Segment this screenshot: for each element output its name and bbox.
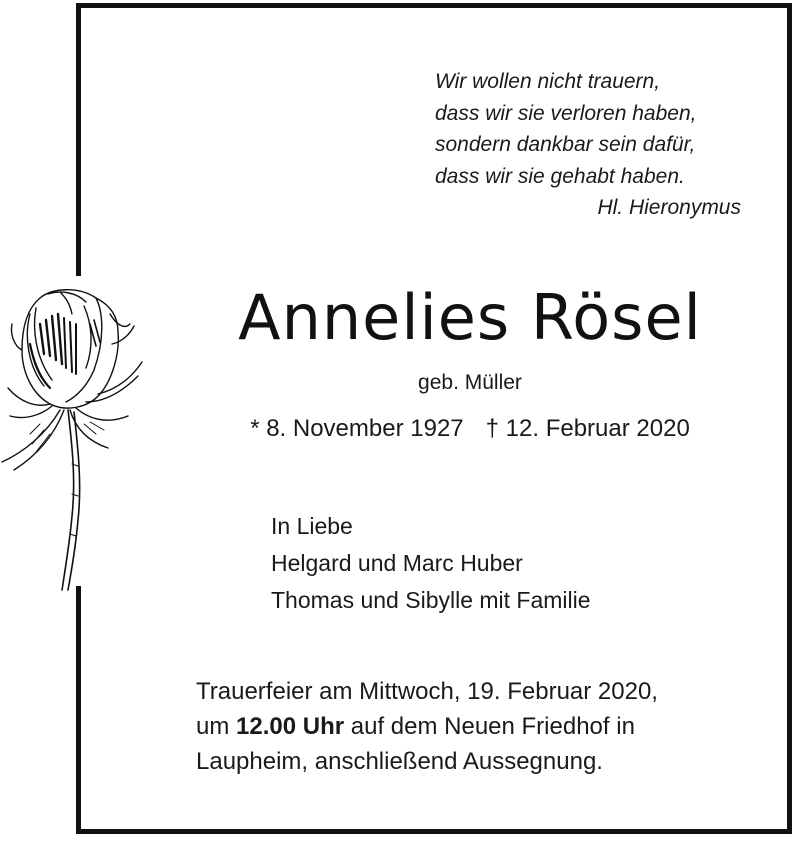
quote-line: sondern dankbar sein dafür, xyxy=(435,133,696,156)
service-location-text: auf dem Neuen Friedhof in xyxy=(344,713,635,740)
quote-line: dass wir sie verloren haben, xyxy=(435,101,697,125)
mourners-intro: In Liebe xyxy=(271,513,353,539)
service-time-prefix: um xyxy=(196,713,237,740)
service-line-3: Laupheim, anschließend Aussegnung. xyxy=(196,748,603,775)
rose-drawing-icon xyxy=(0,284,150,596)
mourners-block xyxy=(271,508,591,619)
quote-line: Wir wollen nicht trauern, xyxy=(435,70,661,93)
mourner-line: Helgard und Marc Huber xyxy=(271,550,523,576)
maiden-name: geb. Müller xyxy=(418,371,522,394)
quote-author: Hl. Hieronymus xyxy=(597,196,741,219)
life-dates xyxy=(180,412,760,446)
deceased-name: Annelies Rösel xyxy=(238,281,702,354)
quote-line: dass wir sie gehabt haben. xyxy=(435,164,685,188)
death-date: † 12. Februar 2020 xyxy=(485,415,690,442)
birth-date: * 8. November 1927 xyxy=(250,415,464,442)
service-time: 12.00 Uhr xyxy=(236,713,345,740)
funeral-service-info xyxy=(196,674,658,779)
mourner-line: Thomas und Sibylle mit Familie xyxy=(271,587,591,613)
service-line-2 xyxy=(196,709,658,744)
service-line-1: Trauerfeier am Mittwoch, 19. Februar 2020, xyxy=(196,678,658,705)
memorial-quote xyxy=(435,66,755,224)
